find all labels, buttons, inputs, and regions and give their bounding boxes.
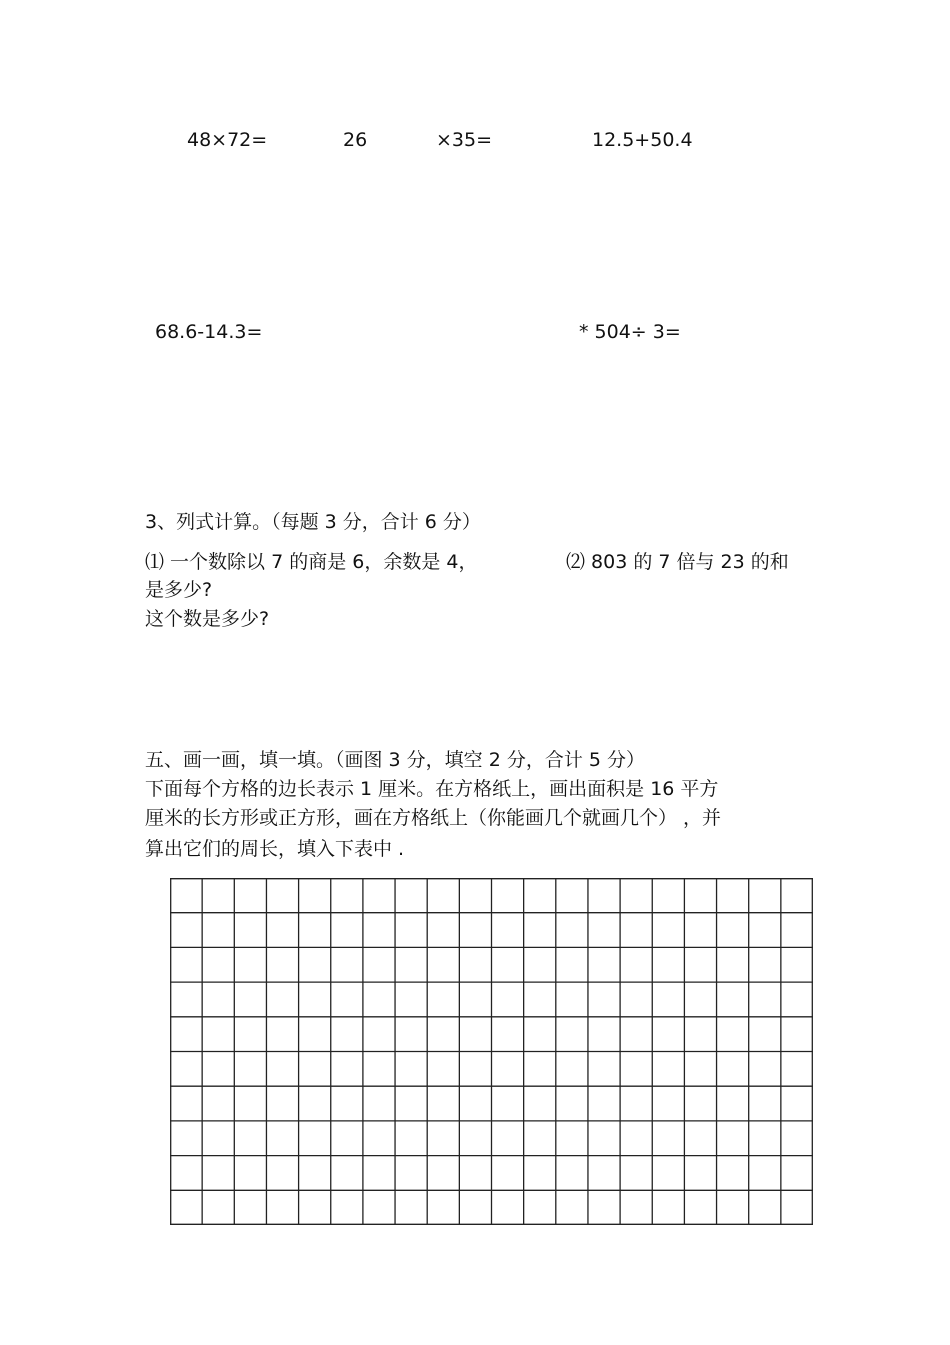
calc-26: 26 xyxy=(343,129,368,151)
section3-q1-line1: ⑴ 一个数除以 7 的商是 6，余数是 4， xyxy=(145,551,478,573)
calc-48x72: 48×72= xyxy=(187,129,268,151)
section3-q2-line1: ⑵ 803 的 7 倍与 23 的和 xyxy=(566,551,789,573)
section5-line1: 下面每个方格的边长表示 1 厘米。在方格纸上，画出面积是 16 平方 xyxy=(145,778,719,800)
section3-heading: 3、列式计算。（每题 3 分，合计 6 分） xyxy=(145,511,481,533)
calc-x35: ×35= xyxy=(436,129,493,151)
calc-68-6-minus-14-3: 68.6-14.3= xyxy=(155,321,263,343)
section5-heading: 五、画一画，填一填。（画图 3 分，填空 2 分，合计 5 分） xyxy=(145,749,646,771)
section5-line2: 厘米的长方形或正方形，画在方格纸上（你能画几个就画几个） ，并 xyxy=(145,807,722,829)
calc-12-5-plus-50-4: 12.5+50.4 xyxy=(592,129,693,151)
section3-q1-line2: 这个数是多少? xyxy=(145,608,270,630)
calc-504-div-3: * 504÷ 3= xyxy=(579,321,681,343)
square-grid-paper[interactable] xyxy=(170,878,813,1225)
section5-line3: 算出它们的周长，填入下表中 . xyxy=(145,838,405,860)
section3-q2-line2: 是多少? xyxy=(145,579,213,601)
